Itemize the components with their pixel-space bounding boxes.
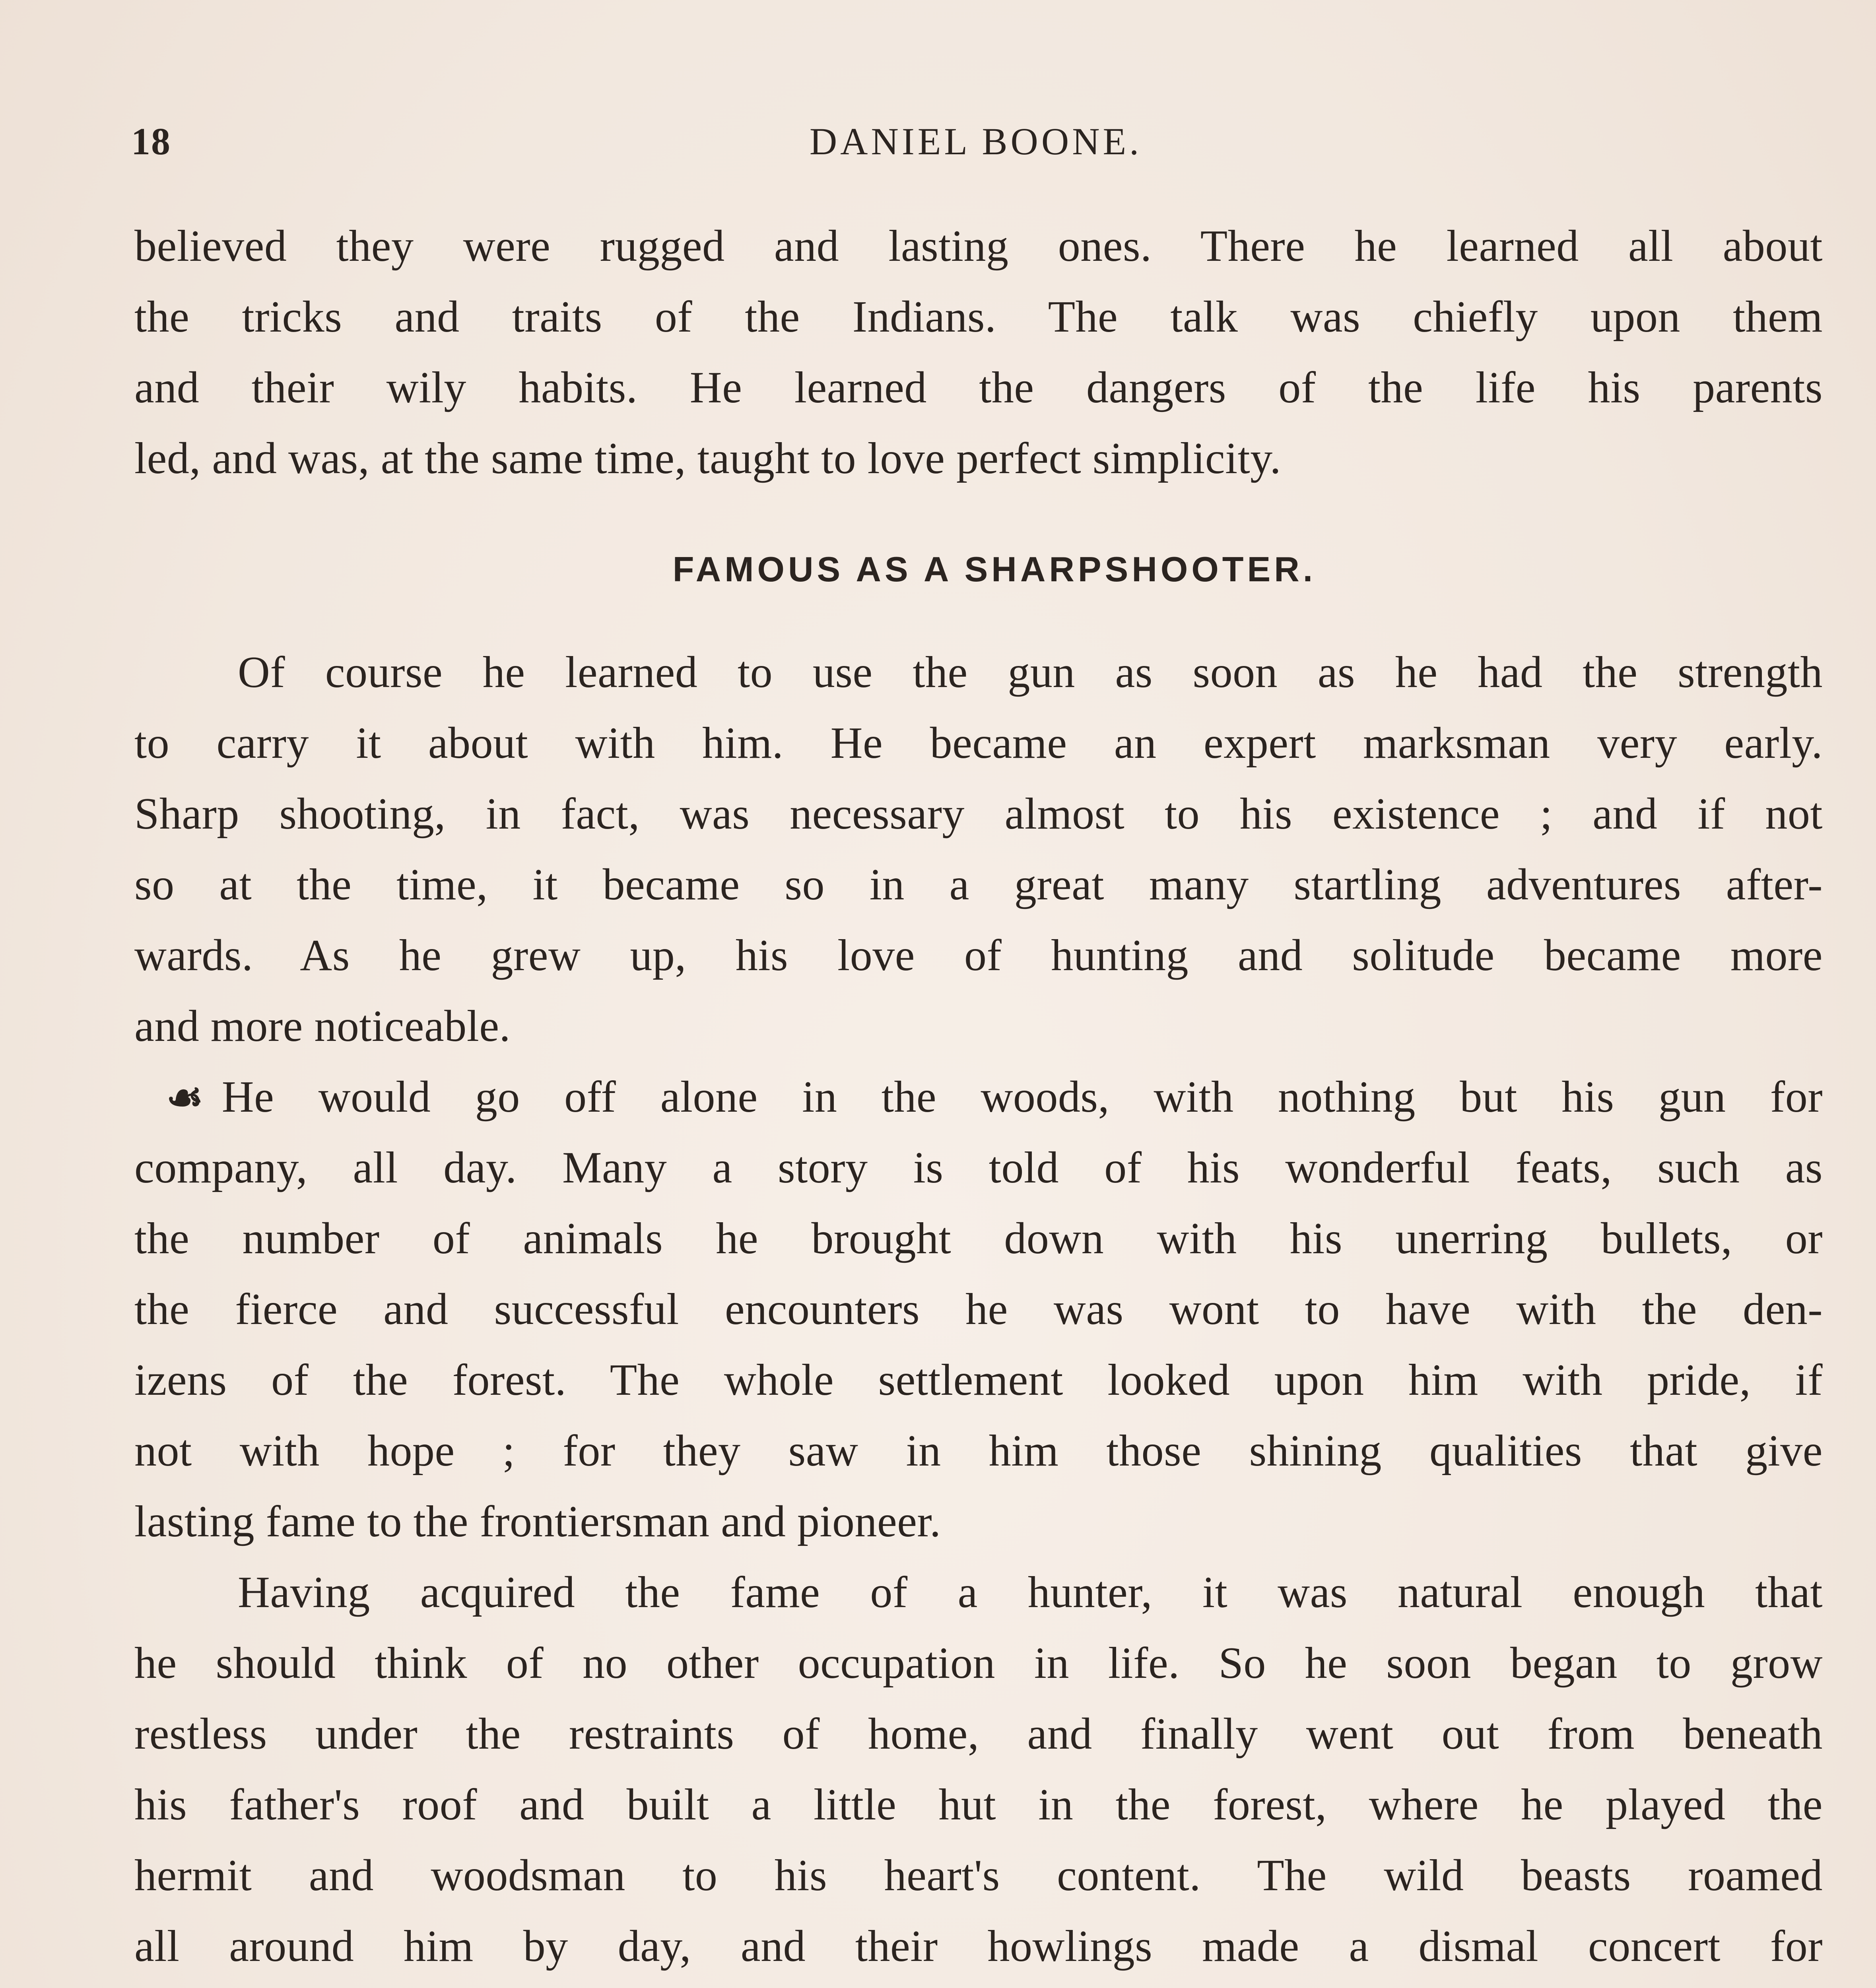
- text-line: izens of the forest. The whole settlement looked upon him with pride, if: [134, 1355, 1823, 1405]
- text-line: Of course he learned to use the gun as soon as he had the strength: [238, 648, 1823, 697]
- paragraph: [134, 1062, 1823, 1557]
- text-line: Sharp shooting, in fact, was necessary almost to his existence ; and if not: [134, 789, 1823, 839]
- text-line: hermit and woodsman to his heart's content. The wild beasts roamed: [134, 1851, 1823, 1900]
- body-text: [134, 211, 1823, 1988]
- text-line: lasting fame to the frontiersman and pioneer.: [134, 1497, 941, 1546]
- text-line-content: He would go off alone in the woods, with nothing but his gun for: [221, 1072, 1823, 1122]
- text-line: the number of animals he brought down with his unerring bullets, or: [134, 1214, 1823, 1263]
- text-line: and more noticeable.: [134, 1002, 511, 1051]
- page-header: [131, 119, 1820, 167]
- text-line: believed they were rugged and lasting ones. There he learned all about: [134, 221, 1823, 271]
- text-line: and their wily habits. He learned the dangers of the life his parents: [134, 363, 1823, 412]
- paragraph: [134, 211, 1823, 494]
- paragraph: [134, 1557, 1823, 1988]
- paragraph: [134, 637, 1823, 1062]
- text-line: company, all day. Many a story is told of his wonderful feats, such as: [134, 1143, 1823, 1192]
- text-line: not with hope ; for they saw in him those shining qualities that give: [134, 1426, 1823, 1475]
- running-head: DANIEL BOONE.: [809, 120, 1142, 163]
- text-line: to carry it about with him. He became an expert marksman very early.: [134, 718, 1823, 768]
- text-line: the tricks and traits of the Indians. The talk was chiefly upon them: [134, 292, 1823, 342]
- page-number: 18: [131, 120, 171, 163]
- text-line: restless under the restraints of home, and finally went out from beneath: [134, 1709, 1823, 1759]
- text-line: so at the time, it became so in a great many startling adventures after-: [134, 860, 1823, 909]
- text-line: wards. As he grew up, his love of hunting and solitude became more: [134, 931, 1823, 980]
- text-line: Having acquired the fame of a hunter, it was natural enough that: [238, 1568, 1823, 1617]
- section-heading: FAMOUS AS A SHARPSHOOTER.: [672, 549, 1317, 589]
- text-line: [134, 1062, 1823, 1132]
- paragraph-mark-icon: ☙: [166, 1075, 204, 1121]
- text-line: led, and was, at the same time, taught to love perfect simplicity.: [134, 434, 1282, 483]
- text-line: all around him by day, and their howlings made a dismal concert for: [134, 1922, 1823, 1971]
- text-line: [134, 1982, 1823, 1988]
- text-line: his father's roof and built a little hut in the forest, where he played the: [134, 1780, 1823, 1829]
- text-line: the fierce and successful encounters he was wont to have with the den-: [134, 1285, 1823, 1334]
- text-line: he should think of no other occupation in life. So he soon began to grow: [134, 1639, 1823, 1688]
